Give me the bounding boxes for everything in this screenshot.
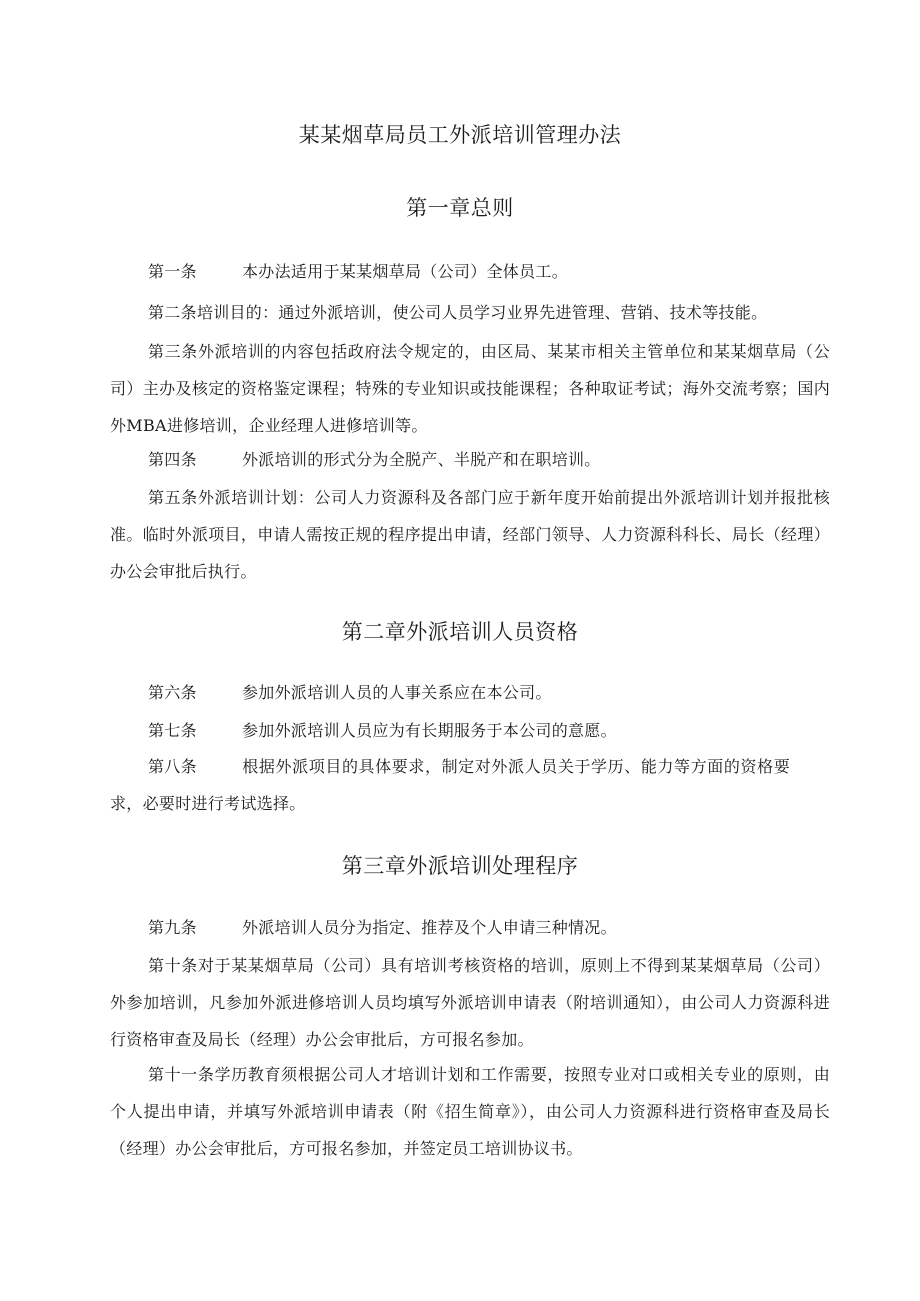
article (110, 441, 830, 478)
article-number: 第十一条 (148, 1065, 215, 1084)
chapter-title: 第三章外派培训处理程序 (341, 854, 579, 878)
article (110, 333, 830, 444)
chapter-title: 第一章总则 (406, 196, 514, 220)
article (110, 479, 830, 590)
article-number: 第二条 (148, 303, 197, 322)
article (110, 947, 830, 1058)
article-text: 外派培训的形式分为全脱产、半脱产和在职培训。 (242, 450, 601, 469)
article-text: 外派培训计划：公司人力资源科及各部门应于新年度开始前提出外派培训计划并报批核准。临时外派项目，申请人需按正规的程序提出申请，经部门领导、人力资源科科长、局长（经理）办公会审批后执行。 (110, 488, 830, 581)
article-text: 对于某某烟草局（公司）具有培训考核资格的培训，原则上不得到某某烟草局（公司）外参加培训，凡参加外派进修培训人员均填写外派培训申请表（附培训通知），由公司人力资源科进行资格审查及局长（经理）办公会审批后，方可报名参加。 (110, 956, 830, 1049)
article-number: 第三条 (148, 342, 198, 361)
article (110, 253, 830, 290)
article-number: 第八条 (148, 757, 197, 776)
document-title: 某某烟草局员工外派培训管理办法 (298, 123, 622, 147)
article (110, 748, 790, 822)
article-text: 培训目的：通过外派培训，使公司人员学习业界先进管理、营销、技术等技能。 (196, 303, 768, 322)
chapter-title: 第二章外派培训人员资格 (341, 620, 579, 644)
article-text: 外派培训的内容包括政府法令规定的，由区局、某某市相关主管单位和某某烟草局（公司）主办及核定的资格鉴定课程；特殊的专业知识或技能课程；各种取证考试；海外交流考察；国内外MBA进修培训，企业经理人进修培训等。 (110, 342, 830, 435)
article-text: 外派培训人员分为指定、推荐及个人申请三种情况。 (242, 918, 617, 937)
article (110, 712, 830, 749)
article-number: 第七条 (148, 721, 197, 740)
article-text: 学历教育须根据公司人才培训计划和工作需要，按照专业对口或相关专业的原则，由个人提出申请，并填写外派培训申请表（附《招生简章》），由公司人力资源科进行资格审查及局长（经理）办公会审批后，方可报名参加，并签定员工培训协议书。 (110, 1065, 830, 1158)
article-text: 本办法适用于某某烟草局（公司）全体员工。 (242, 262, 569, 281)
article-text: 参加外派培训人员的人事关系应在本公司。 (242, 683, 552, 702)
article-number: 第五条 (148, 488, 198, 507)
article (110, 294, 830, 331)
article (110, 674, 830, 711)
article (110, 909, 830, 946)
article-number: 第十条 (148, 956, 198, 975)
article-text: 根据外派项目的具体要求，制定对外派人员关于学历、能力等方面的资格要求，必要时进行考试选择。 (110, 757, 790, 813)
article-number: 第四条 (148, 450, 197, 469)
article-number: 第九条 (148, 918, 197, 937)
article (110, 1056, 830, 1167)
article-number: 第六条 (148, 683, 197, 702)
article-number: 第一条 (148, 262, 197, 281)
article-text: 参加外派培训人员应为有长期服务于本公司的意愿。 (242, 721, 617, 740)
